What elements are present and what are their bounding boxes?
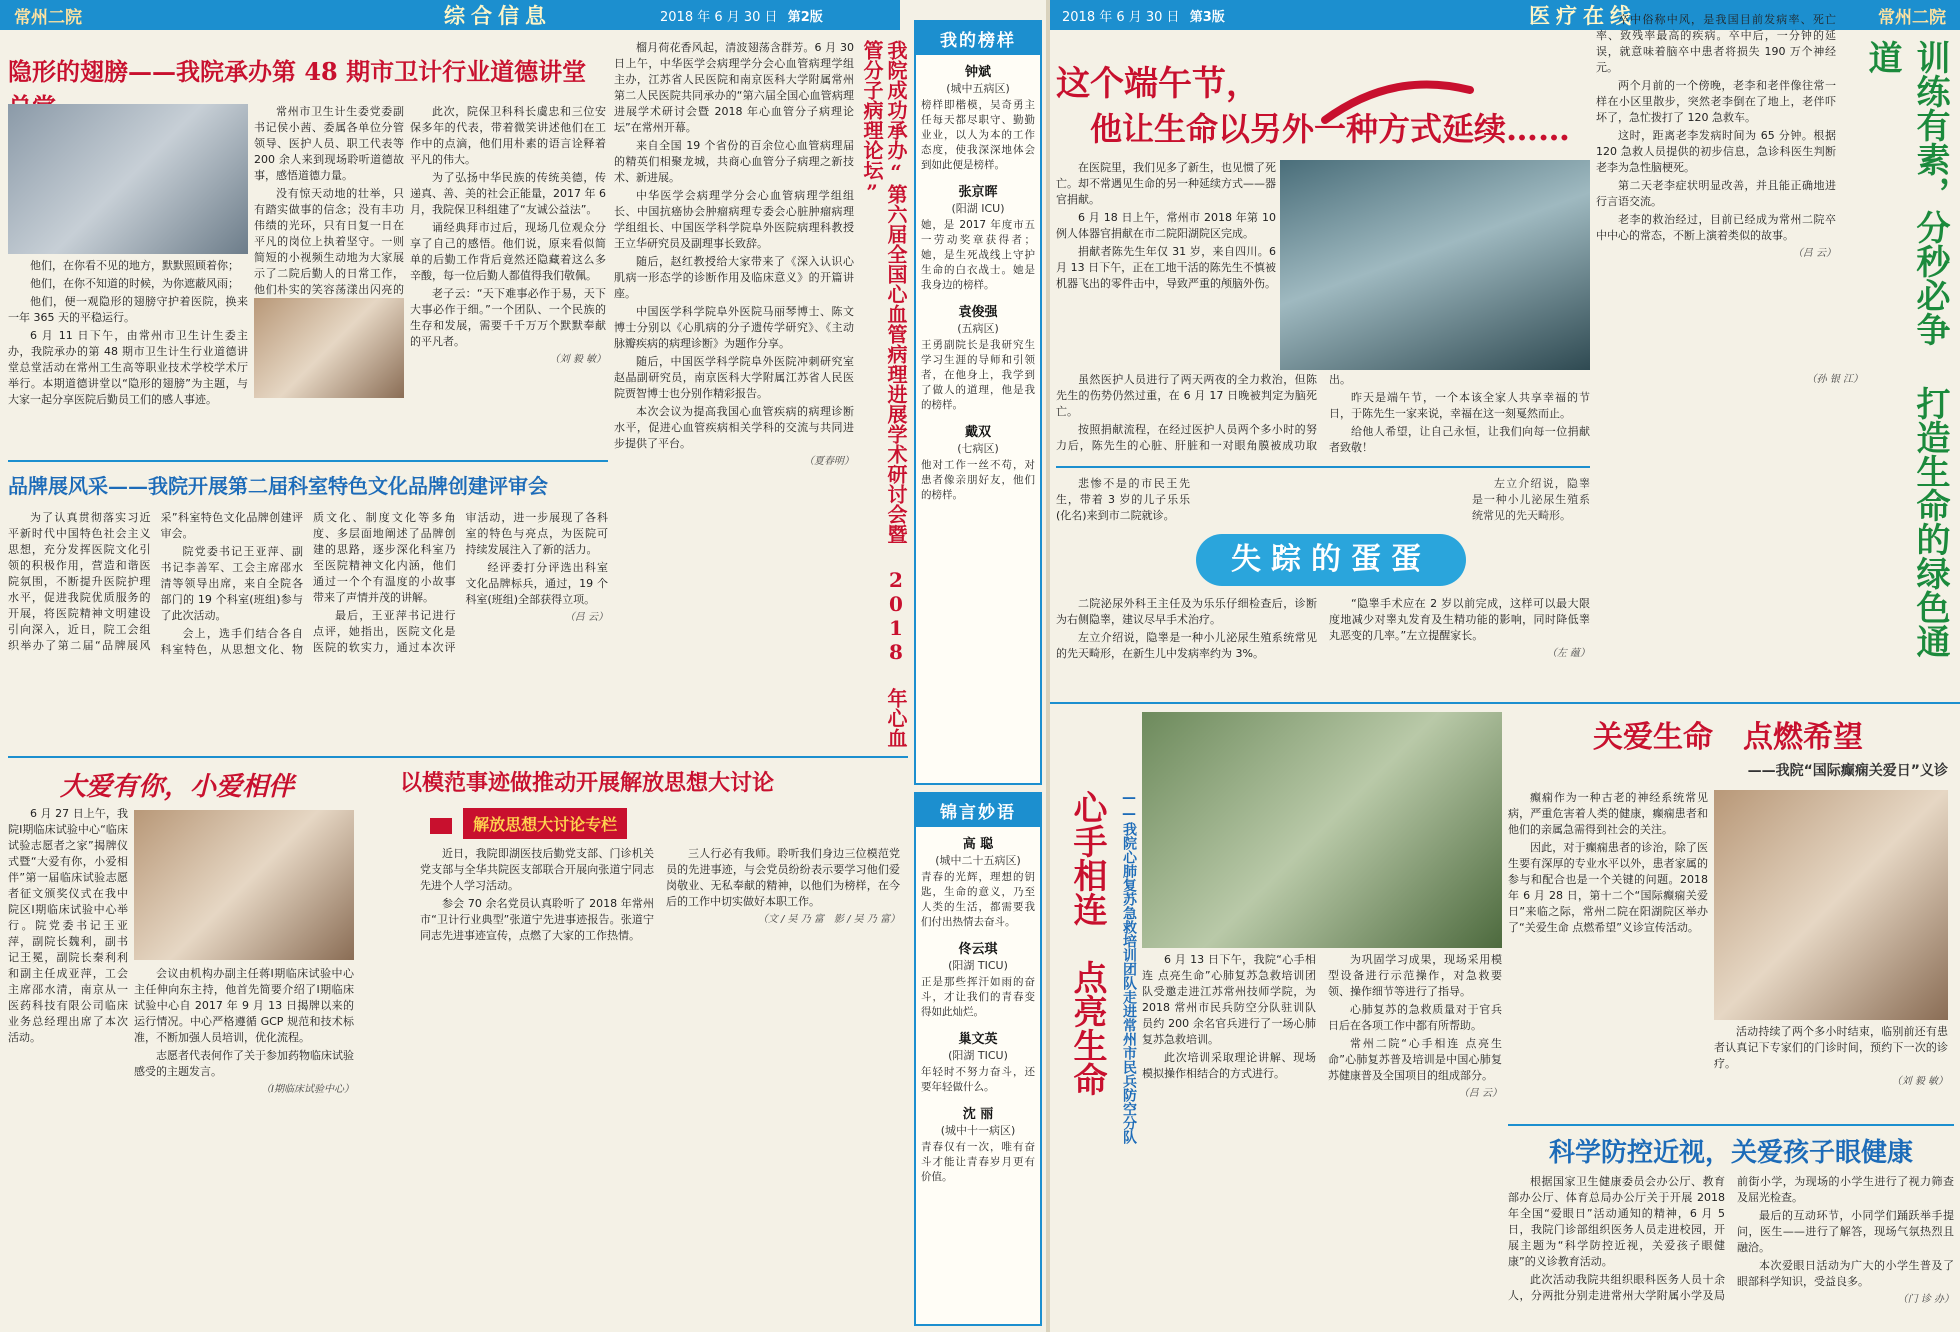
- right-section-title: 医疗在线: [1529, 4, 1637, 28]
- a5-p0: 榴月荷花香风起，清波翅荡含群芳。6 月 30 日上午，中华医学会病理学分会心血管病理学组主办，江苏省人民医院和南京医科大学附属常州第二人民医院共同承办的“第六届全国心血管病理进展学术研讨会暨 2018 年心血管分子病理论坛”在常州开幕。: [614, 41, 854, 134]
- a1-p2: 他们，便一观隐形的翅膀守护着医院，换来一年 365 天的平稳运行。: [8, 295, 248, 324]
- a1-p4: 常州市卫生计生委党委副书记侯小茜、委属各单位分管领导、医护人员、职工代表等 200 余人来到现场聆听道德故事，感悟道德力量。: [254, 105, 404, 182]
- sidebar1-entry-dept: (城中五病区): [946, 82, 1010, 95]
- article-1-photo: [8, 104, 248, 254]
- sidebar1-entry-text: 他对工作一丝不苟，对患者像亲朋好友，他们的榜样。: [921, 459, 1035, 501]
- a2-top-rule: [8, 460, 608, 462]
- a1-p9: 诵经典拜市过后，现场几位观众分享了自己的感悟。他们说，原来看似简单的后勤工作背后竟然还隐藏着这么多辛酸，每一位后勤人都值得我们敬佩。: [410, 221, 606, 282]
- article-2-title: 品牌展风采——我院开展第二届科室特色文化品牌创建评审会: [8, 474, 548, 498]
- sidebar1-entry-name: 袁俊强: [958, 305, 998, 320]
- right-logo: 常州二院: [1878, 7, 1946, 28]
- article-11-title: 科学防控近视，关爱孩子眼健康: [1548, 1138, 1913, 1168]
- a10-byline: （刘 毅 敏）: [1891, 1076, 1948, 1087]
- a4-p2: 三人行必有我师。聆听我们身边三位模范党员的先进事迹，与会党员纷纷表示要学习他们爱岗敬业、无私奉献的精神，以他们为榜样，在今后的工作中切实做好本职工作。: [666, 847, 900, 908]
- a2-p0: 为了认真贯彻落实习近平新时代中国特色社会主义思想，充分发挥医院文化引领的积极作用，营造和谐医院氛围，不断提升医院护理水平，促进我院优质服务的开展，将医院精神文明建设引向深入，近日，院工会组织举办了第二届“品牌展风采”科室特色文化品牌创建评审会。: [8, 511, 303, 652]
- sidebar2-entry: [916, 1103, 1040, 1187]
- a5-p1: 来自全国 19 个省份的百余位心血管病理届的精英们相聚龙城，共商心血管分子病理之新技术、新进展。: [614, 139, 854, 184]
- sidebar1-entry-dept: (七病区): [957, 442, 999, 455]
- a9-p1: 此次培训采取理论讲解、现场模拟操作相结合的方式进行。: [1142, 1051, 1316, 1080]
- a11-p1: 此次活动我院共组织眼科医务人员十余人，分两批分别走进常州大学附属小学及局前街小学，为现场的小学生进行了视力筛查及屈光检查。: [1508, 1175, 1954, 1302]
- a6-p1: 6 月 18 日上午，常州市 2018 年第 10 例人体器官捐献在市二院阳湖院区完成。: [1056, 211, 1276, 240]
- a2-byline: （吕 云）: [564, 612, 608, 623]
- a4-p0: 近日，我院即湖医技后勤党支部、门诊机关党支部与全华共院医支部联合开展向张道宁同志先进个人学习活动。: [420, 847, 654, 892]
- a4-banner-label: 解放思想大讨论专栏: [463, 808, 627, 839]
- a8-p3: “隐睾手术应在 2 岁以前完成，这样可以最大限度地减少对睾丸发育及生精功能的影响，同时降低睾丸恶变的几率。”左立提醒家长。: [1329, 597, 1590, 642]
- a9-top-rule: [1050, 702, 1960, 704]
- sidebar2-entry-name: 巢文英: [958, 1032, 998, 1047]
- sidebar1-entry-name: 戴双: [964, 425, 991, 440]
- a6-byline: （孙 银 江）: [1806, 374, 1863, 385]
- right-date: 2018 年 6 月 30 日: [1062, 9, 1180, 25]
- a6-p3: 虽然医护人员进行了两天两夜的全力救治，但陈先生的伤势仍然过重，在 6 月 17 日晚被判定为脑死亡。: [1056, 373, 1317, 418]
- right-dateline: [1050, 6, 1302, 25]
- article-10-subtitle: ——我院“国际癫痫关爱日”义诊: [1747, 763, 1948, 779]
- a7-p3: 第二天老李症状明显改善，并且能正确地进行言语交流。: [1596, 179, 1836, 208]
- sidebar2-header: 锦言妙语: [916, 794, 1040, 827]
- left-logo: 常州二院: [14, 7, 82, 28]
- a7-p1: 两个月前的一个傍晚，老李和老伴像往常一样在小区里散步，突然老李倒在了地上，老伴吓坏了，急忙拨打了 120 急救车。: [1596, 79, 1836, 124]
- article-1-title: 隐形的翅膀——我院承办第 48 期市卫计行业道德讲堂: [8, 57, 587, 86]
- article-2-body: [8, 510, 608, 750]
- sidebar1-entry-dept: (阳湖 ICU): [951, 202, 1005, 215]
- a9-p0: 6 月 13 日下午，我院“心手相连 点亮生命”心肺复苏急救培训团队受邀走进江苏常州技师学院，为 2018 常州市民兵防空分队驻训队员约 200 余名官兵进行了一场心肺复苏急救培训。: [1142, 953, 1316, 1046]
- left-date: 2018 年 6 月 30 日: [660, 10, 778, 25]
- a3-top-rule: [8, 756, 908, 758]
- decorative-swoosh-icon: [1320, 70, 1480, 130]
- article-6-title-line1: 这个端午节，: [1056, 64, 1260, 104]
- article-1-body-col2: [254, 104, 404, 454]
- a11-p3: 本次爱眼日活动为广大的小学生普及了眼部科学知识，受益良多。: [1737, 1259, 1954, 1288]
- a9-p3: 心肺复苏的急救质量对于官兵日后在各项工作中都有所帮助。: [1328, 1003, 1502, 1032]
- sidebar2-entry-name: 沈 丽: [962, 1107, 994, 1122]
- article-10-title: 关爱生命 点燃希望: [1593, 720, 1863, 755]
- article-9-title: 心手相连 点亮生命: [1067, 790, 1107, 1096]
- sidebar1-entry: [916, 421, 1040, 505]
- a10-p2: 活动持续了两个多小时结束，临别前还有患者认真记下专家们的门诊时间，预约下一次的诊疗。: [1714, 1025, 1948, 1070]
- a4-byline: （文 / 吴 乃 富 影 / 吴 乃 富）: [757, 914, 900, 925]
- sidebar2-entry-dept: (城中十一病区): [940, 1124, 1016, 1137]
- article-1-body: [8, 258, 248, 454]
- article-9-photo: [1142, 712, 1502, 948]
- a7-p0: 卒中俗称中风，是我国目前发病率、死亡率、致残率最高的疾病。卒中后，一分钟的延误，就意味着脑卒中患者将损失 190 万个神经元。: [1596, 13, 1836, 74]
- article-1-photo-2: [254, 298, 404, 398]
- article-6-photo: [1280, 160, 1590, 370]
- page-gutter: [1046, 0, 1050, 1332]
- a11-p0: 根据国家卫生健康委员会办公厅、教育部办公厅、体育总局办公厅关于开展 2018 年全国“爱眼日”活动通知的精神，6 月 5 日，我院门诊部组织医务人员走进校园，开展主题为“科学防控近视，关爱孩子眼健康”的义诊教育活动。: [1508, 1175, 1725, 1268]
- article-4-body: [420, 846, 900, 1326]
- article-5-title: 我院成功承办“第六届全国心血管病理进展学术研讨会暨 2018 年心血管分子病理论坛”: [860, 40, 908, 748]
- a8-p2-dup: 左立介绍说，隐睾是一种小儿泌尿生殖系统常见的先天畸形。: [1472, 477, 1590, 522]
- a11-byline: （门 诊 办）: [1897, 1294, 1954, 1305]
- sidebar2-entry: [916, 938, 1040, 1022]
- a9-byline: （吕 云）: [1458, 1088, 1502, 1099]
- a3-p2: 志愿者代表何作了关于参加药物临床试验感受的主题发言。: [134, 1049, 354, 1078]
- a5-byline: （夏春明）: [804, 456, 854, 467]
- sidebar-role-models: [914, 20, 1042, 785]
- sidebar2-entry-name: 佟云琪: [958, 942, 998, 957]
- article-3-title: 大爱有你，小爱相伴: [60, 772, 295, 802]
- a1-p0: 他们，在你看不见的地方，默默照顾着你；: [30, 259, 239, 272]
- sidebar1-entry: [916, 301, 1040, 415]
- a1-p1: 他们，在你不知道的时候，为你遮蔽风雨；: [30, 277, 239, 290]
- article-9-subtitle: ——我院心肺复苏急救培训团队走进常州市民兵防空分队: [1121, 790, 1137, 1144]
- article-6-title-line2: 他让生命以另外一种方式延续……: [1090, 110, 1571, 148]
- sidebar1-entry-text: 她，是 2017 年度市五一劳动奖章获得者；她，是生死战线上守护生命的白衣战士。她是我身边的榜样。: [921, 219, 1035, 291]
- sidebar2-entry-text: 正是那些挥汗如雨的奋斗，才让我们的青春变得如此灿烂。: [921, 976, 1035, 1018]
- left-dateline: [660, 6, 900, 26]
- sidebar1-entry-text: 王勇副院长是我研究生学习生涯的导师和引领者，在他身上，我学到了做人的道理，他是我的榜样。: [921, 339, 1035, 411]
- article-10-body-col2: [1714, 1024, 1948, 1120]
- a8-title-text: 失踪的蛋蛋: [1231, 542, 1431, 577]
- sidebar2-entry: [916, 833, 1040, 932]
- a7-byline: （吕 云）: [1792, 248, 1836, 259]
- a5-p2: 中华医学会病理学分会心血管病理学组组长、中国抗癌协会肿瘤病理专委会心脏肿瘤病理学组组长、中国医学科学院阜外医院病理科教授王立华研究员及副理事长致辞。: [614, 189, 854, 250]
- sidebar2-entry-text: 年轻时不努力奋斗，还要年轻做什么。: [921, 1066, 1035, 1093]
- a2-p3: 最后，王亚萍书记进行点评，她指出，医院文化是医院的软实力，通过本次评审活动，进一步展现了各科室的特色与亮点，为医院可持续发展注入了新的活力。: [313, 511, 608, 654]
- article-4-banner: [430, 808, 650, 836]
- article-3-body-col2: [134, 966, 354, 1326]
- article-7-body: [1596, 12, 1836, 722]
- sidebar1-entry-text: 榜样即楷模，吴奇勇主任每天都尽职守、勤勤业业，以人为本的工作态度，使我深深地体会到如此便是榜样。: [921, 99, 1035, 171]
- article-10-body: [1508, 790, 1708, 1120]
- a8-p0: 悲惨不是的市民王先生，带着 3 岁的儿子乐乐(化名)来到市二院就诊。: [1056, 477, 1190, 522]
- sidebar1-entry-name: 张京晖: [958, 185, 998, 200]
- a8-p2: 左立介绍说，隐睾是一种小儿泌尿生殖系统常见的先天畸形，在新生儿中发病率约为 3%。: [1056, 631, 1317, 660]
- article-8-title: [1196, 534, 1466, 586]
- right-page-no: 第3版: [1189, 9, 1225, 25]
- sidebar1-entry-name: 钟斌: [964, 65, 991, 80]
- a7-p2: 这时，距离老李发病时间为 65 分钟。根据 120 急救人员提供的初步信息，急诊科医生判断老李为急性脑梗死。: [1596, 129, 1836, 174]
- sidebar2-entry-dept: (城中二十五病区): [935, 854, 1021, 867]
- sidebar1-entry: [916, 61, 1040, 175]
- article-7-title: 训练有素，分秒必争 打造生命的绿色通道: [1862, 40, 1950, 658]
- a2-p4: 经评委打分评选出科室文化品牌标兵，通过，19 个科室(班组)全部获得立项。: [465, 561, 608, 606]
- a6-p0: 在医院里，我们见多了新生，也见惯了死亡。却不常遇见生命的另一种延续方式——器官捐献。: [1056, 161, 1276, 206]
- swoosh-icon: [1320, 70, 1480, 130]
- a2-p1: 院党委书记王亚萍、副书记李善军、工会主席邵水清等领导出席，来自全院各部门的 19 个科室(班组)参与了此次活动。: [160, 545, 303, 622]
- a1-p3: 6 月 11 日下午，由常州市卫生计生委主办，我院承办的第 48 期市卫生计生行业道德讲堂总堂活动在常州工生高等职业技术学校学术厅举行。本期道德讲堂以“隐形的翅膀”为主题，与大家一起分享医院后勤员工们的感人事迹。: [8, 329, 248, 406]
- article-3-body: [8, 806, 128, 1326]
- a2-p2: 会上，选手们结合各自科室特色，从思想文化、物质文化、制度文化等多角度、多层面地阐述了品牌创建的思路，逐步深化科室乃至医院精神文化内涵，他们通过一个个有温度的小故事带来了声情并茂的讲解。: [160, 511, 456, 656]
- sidebar2-entry-dept: (阳湖 TICU): [948, 1049, 1008, 1062]
- a8-byline: （左 蕴）: [1546, 648, 1590, 659]
- a10-p1: 因此，对于癫痫患者的诊治，除了医生要有深厚的专业水平以外，患者家属的参与和配合也是一个关键的问题。2018 年 6 月 28 日，第十二个“国际癫痫关爱日”来临之际，常州二院在阳湖院区举办了“关爱生命 点燃希望”义诊宣传活动。: [1508, 841, 1708, 934]
- a6-p4: 按照捐献流程，在经过医护人员两个多小时的努力后，陈先生的心脏、肝脏和一对眼角膜被成功取出。: [1056, 373, 1351, 452]
- left-page-no: 第2版: [787, 10, 823, 25]
- a1-p7: 此次，院保卫科科长虞忠和三位安保多年的代表，带着微笑讲述他们在工作中的点滴，他们用朴素的语言诠释着平凡的伟大。: [410, 105, 606, 166]
- article-10-photo: [1714, 790, 1948, 1020]
- a6-p6: 给他人希望，让自己永恒，让我们向每一位捐献者致敬！: [1329, 425, 1590, 454]
- sidebar2-entry: [916, 1028, 1040, 1097]
- a5-p3: 随后，赵红教授给大家带来了《深入认识心肌病一形态学的诊断作用及临床意义》的开篇讲座。: [614, 255, 854, 300]
- sidebar2-entry-text: 青春仅有一次，唯有奋斗才能让青春岁月更有价值。: [921, 1141, 1035, 1183]
- article-6-body-col2: [1056, 372, 1863, 462]
- a8-top-rule: [1056, 466, 1590, 468]
- a3-byline: （Ⅰ期临床试验中心）: [261, 1084, 354, 1095]
- sidebar-quotes: [914, 792, 1042, 1326]
- party-flag-icon: [430, 818, 452, 834]
- a5-p5: 随后，中国医学科学院阜外医院冲刺研究室赵晶副研究员，南京医科大学附属江苏省人民医院贾智博士也分别作精彩报告。: [614, 355, 854, 400]
- article-8-body-right: [1472, 476, 1590, 591]
- a3-p0: 6 月 27 日上午，我院Ⅰ期临床试验中心“临床试验志愿者之家”揭牌仪式暨“大爱有你，小爱相伴”第一届临床试验志愿者征文颁奖仪式在我中院区Ⅰ期临床试验中心举行。院党委书记王亚萍，副院长魏利，副书记王冕，副院长秦利利和副主任成亚萍，工会主席邵水清，南京从一医药科技有限公司临床业务总经理出席了本次活动。: [8, 807, 128, 1044]
- a8-p1: 二院泌尿外科王主任及为乐乐仔细检查后，诊断为右侧隐睾，建议尽早手术治疗。: [1056, 597, 1317, 626]
- a4-p1: 参会 70 余名党员认真聆听了 2018 年常州市“卫计行业典型”张道宁先进事迹报告。张道宁同志先进事迹宣传，点燃了大家的工作热情。: [420, 897, 654, 942]
- a1-p5: 没有惊天动地的壮举，只有踏实做事的信念；没有丰功伟绩的光环，只有日复一日在平凡的岗位上执着坚守。一则简短的小视频生动地为大家展示了二院后勤人的日常工作，他们朴实的笑容荡漾出闪亮的: [254, 187, 404, 296]
- a6-p5: 昨天是端午节，一个本该全家人共享幸福的节日，于陈先生一家来说，幸福在这一刻戛然而止。: [1329, 391, 1590, 420]
- a9-p4: 常州二院“心手相连 点亮生命”心肺复苏普及培训是中国心肺复苏健康普及全国项目的组成部分。: [1328, 1037, 1502, 1082]
- a3-p1: 会议由机构办副主任蒋Ⅰ期临床试验中心主任伸向东主持，他首先简要介绍了Ⅰ期临床试验中心自 2017 年 9 月 13 日揭牌以来的运行情况。中心严格遵循 GCP 规范和技术标准，不断加强人员培训，优化流程。: [134, 967, 354, 1044]
- a7-p4: 老李的救治经过，目前已经成为常州二院卒中中心的常态，不断上演着类似的故事。: [1596, 213, 1836, 242]
- a11-p2: 最后的互动环节，小同学们踊跃举手提问，医生——进行了解答，现场气氛热烈且融洽。: [1737, 1209, 1954, 1254]
- left-section-title: 综合信息: [444, 4, 552, 28]
- article-1-body-col3: [410, 104, 606, 454]
- article-5-body: [614, 40, 854, 750]
- article-4-title: 以模范事迹做推动开展解放思想大讨论: [400, 770, 775, 796]
- article-9-body: [1142, 952, 1502, 1326]
- a6-p2: 捐献者陈先生年仅 31 岁，来自四川。6 月 13 日下午，正在工地干活的陈先生不慎被机器飞出的零件击中，导致严重的颅脑外伤。: [1056, 245, 1276, 290]
- sidebar2-entry-dept: (阳湖 TICU): [948, 959, 1008, 972]
- sidebar1-entry-dept: (五病区): [957, 322, 999, 335]
- a9-p2: 为巩固学习成果，现场采用模型设备进行示范操作，对急救要领、操作细节等进行了指导。: [1328, 953, 1502, 998]
- a1-byline: （刘 毅 敏）: [549, 354, 606, 365]
- article-8-body-col2: [1056, 596, 1590, 696]
- article-11-body: [1508, 1174, 1954, 1328]
- sidebar1-entry: [916, 181, 1040, 295]
- a1-p10: 老子云：“天下难事必作于易，天下大事必作于细。”一个团队、一个民族的生存和发展，需要千千万万个默默奉献的平凡者。: [410, 287, 606, 348]
- article-3-photo: [134, 810, 354, 960]
- a5-p4: 中国医学科学院阜外医院马丽琴博士、陈文博士分别以《心肌病的分子遗传学研究》、《主动脉瓣疾病的病理诊断》为题作分享。: [614, 305, 854, 350]
- a10-p0: 癫痫作为一种古老的神经系统常见病，严重危害着人类的健康，癫痫患者和他们的亲属急需得到社会的关注。: [1508, 791, 1708, 836]
- a1-p8: 为了弘扬中华民族的传统美德，传递真、善、美的社会正能量，2017 年 6 月，我院保卫科组建了“友诚公益法”。: [410, 171, 606, 216]
- a5-p6: 本次会议为提高我国心血管疾病的病理诊断水平，促进心血管疾病相关学科的交流与共同进步提供了平台。: [614, 405, 854, 450]
- a11-top-rule: [1508, 1124, 1954, 1126]
- sidebar1-header: 我的榜样: [916, 22, 1040, 55]
- sidebar2-entry-text: 青春的光辉，理想的钥匙，生命的意义，乃至人类的生活，都需要我们付出热情去奋斗。: [921, 871, 1035, 928]
- sidebar2-entry-name: 高 聪: [962, 837, 994, 852]
